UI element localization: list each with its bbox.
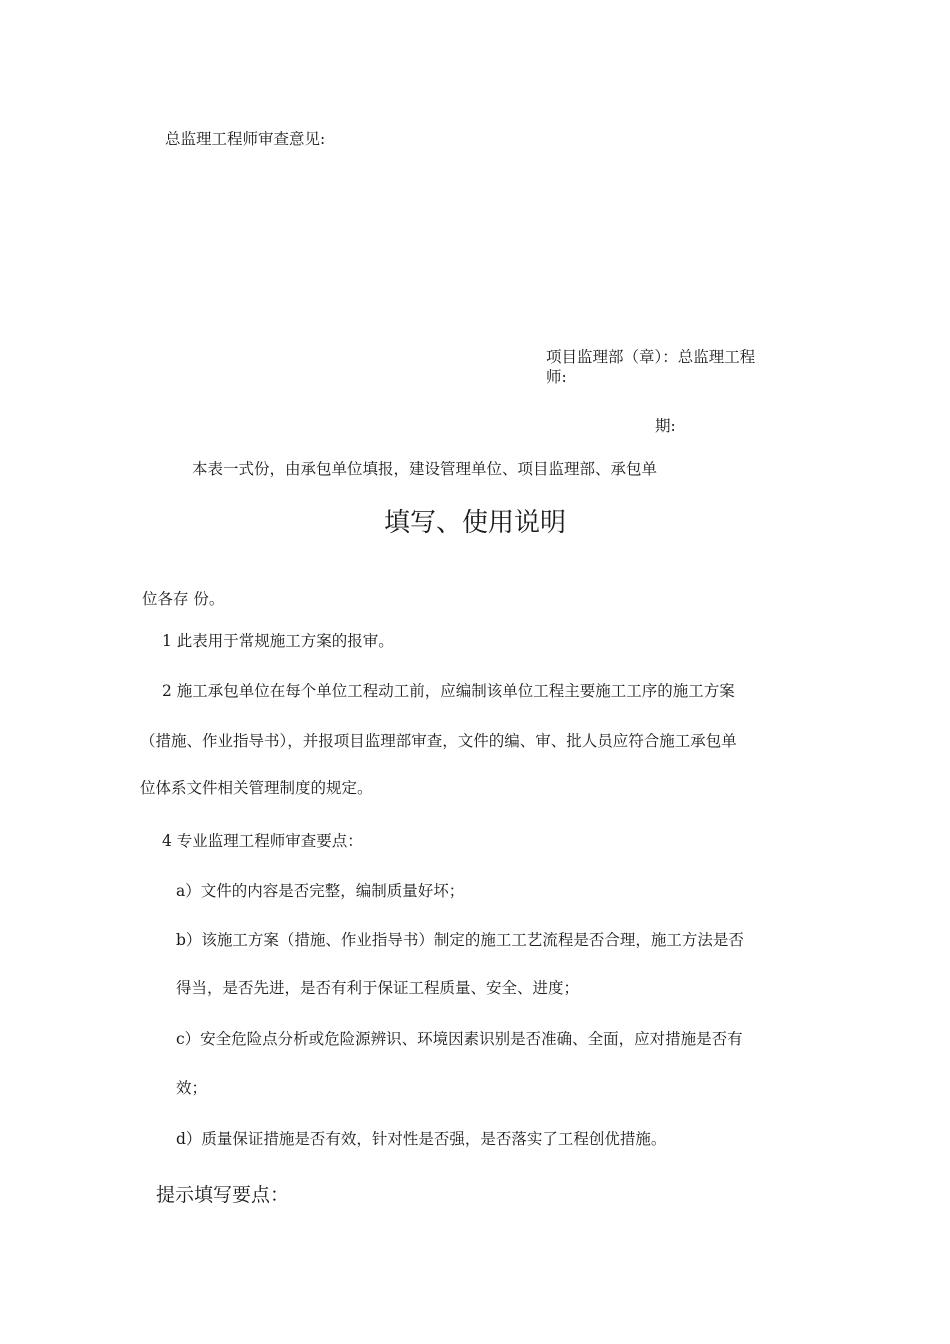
- review-point-b-line: 得当，是否先进，是否有利于保证工程质量、安全、进度；: [176, 979, 580, 997]
- copies-note-line: 本表一式份，由承包单位填报，建设管理单位、项目监理部、承包单: [192, 460, 658, 478]
- instruction-item-1: 1 此表用于常规施工方案的报审。: [162, 632, 394, 650]
- instruction-item-2-line: （措施、作业指导书），并报项目监理部审查，文件的编、审、批人员应符合施工承包单: [140, 732, 737, 750]
- review-point-c-line: c）安全危险点分析或危险源辨识、环境因素识别是否准确、全面，应对措施是否有: [176, 1030, 743, 1048]
- copies-note-line-continued: 位各存 份。: [142, 590, 225, 608]
- dept-seal-label-continued: 师:: [546, 368, 567, 386]
- review-point-a: a）文件的内容是否完整，编制质量好坏；: [176, 882, 465, 900]
- review-point-b-line: b）该施工方案（措施、作业指导书）制定的施工工艺流程是否合理，施工方法是否: [176, 931, 744, 949]
- date-label: 期:: [655, 417, 676, 435]
- instruction-item-2-line: 位体系文件相关管理制度的规定。: [140, 779, 373, 797]
- dept-seal-label: 项目监理部（章）：总监理工程: [546, 348, 756, 366]
- review-point-d: d）质量保证措施是否有效，针对性是否强，是否落实了工程创优措施。: [176, 1130, 667, 1148]
- instruction-item-2-line: 2 施工承包单位在每个单位工程动工前，应编制该单位工程主要施工工序的施工方案: [162, 682, 735, 700]
- instruction-item-4: 4 专业监理工程师审查要点：: [162, 832, 363, 850]
- section-title: 填写、使用说明: [383, 508, 566, 538]
- tips-heading: 提示填写要点：: [156, 1184, 290, 1206]
- review-point-c-line: 效；: [176, 1079, 208, 1097]
- chief-engineer-review-label: 总监理工程师审查意见:: [165, 130, 326, 148]
